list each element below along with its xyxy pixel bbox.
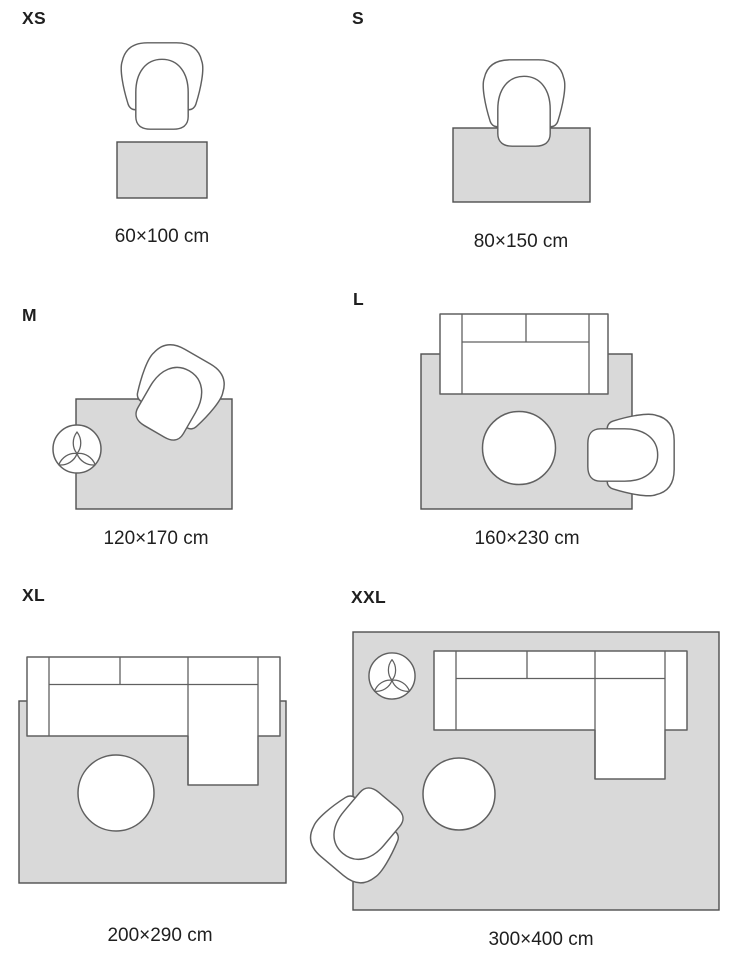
plant xyxy=(53,425,101,473)
diagram-m xyxy=(53,336,233,509)
size-label-l: L xyxy=(353,289,364,309)
size-label-s: S xyxy=(352,8,364,28)
diagram-s xyxy=(453,60,590,202)
coffee-table xyxy=(423,758,495,830)
diagram-xs xyxy=(117,43,207,198)
diagram-xl xyxy=(19,657,286,883)
diagram-l xyxy=(421,314,674,509)
size-label-m: M xyxy=(22,305,37,325)
armchair xyxy=(121,43,203,129)
sofa xyxy=(440,314,608,394)
size-label-xxl: XXL xyxy=(351,587,386,607)
dimensions-l: 160×230 cm xyxy=(474,528,580,549)
dimensions-xs: 60×100 cm xyxy=(114,226,210,247)
plant xyxy=(369,653,415,699)
dimensions-m: 120×170 cm xyxy=(103,528,209,549)
rug xyxy=(117,142,207,198)
dimensions-xxl: 300×400 cm xyxy=(488,929,594,950)
coffee-table xyxy=(78,755,154,831)
coffee-table xyxy=(483,412,556,485)
dimensions-s: 80×150 cm xyxy=(473,231,569,252)
diagram-xxl xyxy=(301,632,719,910)
size-label-xs: XS xyxy=(22,8,46,28)
size-label-xl: XL xyxy=(22,585,45,605)
dimensions-xl: 200×290 cm xyxy=(107,925,213,946)
